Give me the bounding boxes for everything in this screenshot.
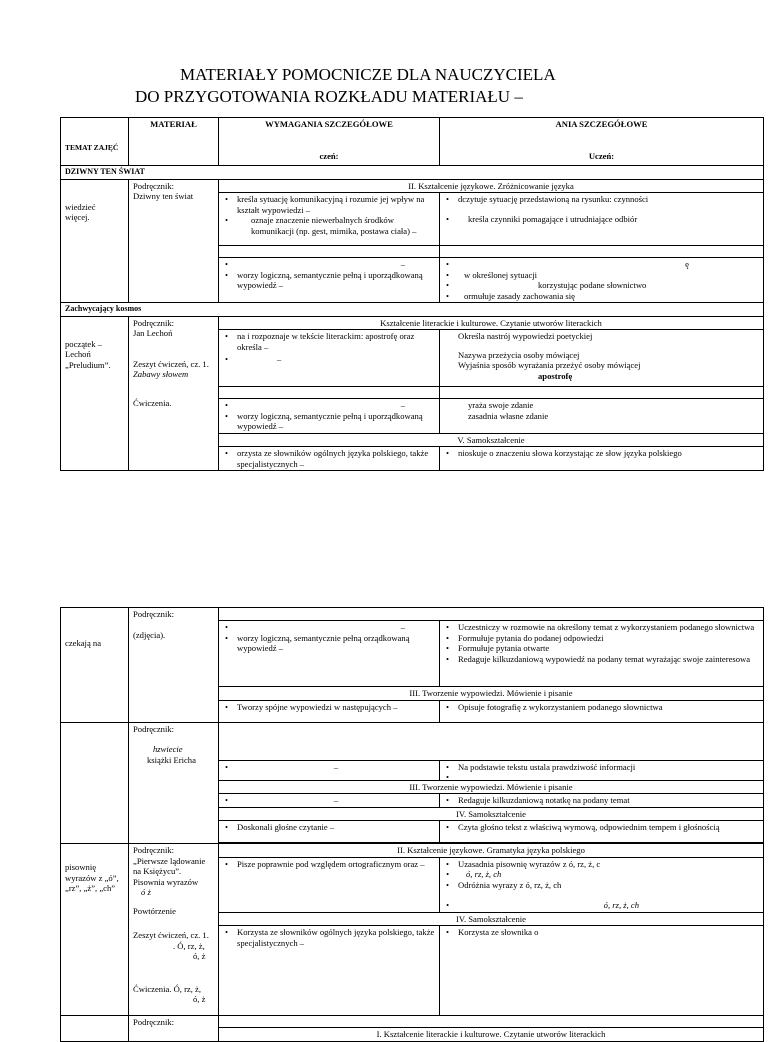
empty-cell	[219, 722, 764, 760]
requirements-cell	[219, 794, 440, 808]
topic-cell: początek – Lechoń „Preludium”.	[61, 316, 129, 471]
header-wymagania: WYMAGANIA SZCZEGÓŁOWE czeń:	[219, 118, 440, 166]
list-item: • –	[237, 354, 435, 365]
list-item: • Doskonali głośne czytanie –	[237, 822, 435, 833]
empty-cell	[440, 387, 764, 399]
section-header: Kształcenie literackie i kulturowe. Czytanie utworów literackich	[219, 316, 764, 330]
list-item: • Redaguje kilkuzdaniową notatkę na podany temat	[458, 795, 759, 806]
header-uczen: Uczeń:	[588, 150, 615, 161]
list-item: • Formułuje pytania do podanej odpowiedzi	[458, 633, 759, 644]
requirements-cell	[219, 926, 440, 1016]
list-item: • Redaguje kilkuzdaniową wypowiedź na podany temat wyrażając swoje zainteresowa	[458, 654, 759, 665]
list-item: • kreśla czynniki pomagające i utrudniające odbiór	[458, 214, 759, 225]
list-item: • Korzysta ze słownika o	[458, 927, 759, 938]
list-item: • ormułuje zasady zachowania się	[458, 291, 759, 302]
list-item-plain: • w określonej sytuacji	[458, 270, 759, 281]
material-cell: Podręcznik:	[129, 1016, 219, 1042]
list-item: • worzy logiczną, semantycznie pełną i uporządkowaną wypowiedź –	[237, 411, 435, 432]
section-header: II. Kształcenie językowe. Zróżnicowanie języka	[219, 179, 764, 193]
requirements-cell	[219, 821, 440, 843]
document-title-line2: DO PRZYGOTOWANIA ROZKŁADU MATERIAŁU –	[135, 87, 523, 106]
student-skills-cell	[440, 447, 764, 471]
list-item: • Opisuje fotografię z wykorzystaniem podanego słownictwa	[458, 702, 759, 713]
requirements-cell	[219, 700, 440, 722]
topic-cell	[61, 1016, 129, 1042]
student-skills-cell	[440, 621, 764, 687]
topic-cell: wiedzieć więcej.	[61, 179, 129, 303]
empty-cell	[219, 387, 440, 399]
student-skills-cell	[440, 258, 764, 303]
section-header: III. Tworzenie wypowiedzi. Mówienie i pisanie	[219, 780, 764, 794]
list-item: • Korzysta ze słowników ogólnych języka polskiego, także specjalistycznych –	[237, 927, 435, 948]
list-item: • korzystując podane słownictwo	[458, 280, 759, 291]
list-item: • Uczestniczy w rozmowie na określony temat z wykorzystaniem podanego słownictwa	[458, 622, 759, 633]
list-item: • –	[237, 259, 435, 270]
section-header: I. Kształcenie literackie i kulturowe. Czytanie utworów literackich	[219, 1028, 764, 1042]
list-item: • Pisze poprawnie pod względem ortograficznym oraz –	[237, 859, 435, 870]
section-zachwycajacy-kosmos: Zachwycający kosmos	[61, 303, 764, 317]
header-ania: ANIA SZCZEGÓŁOWE Uczeń:	[440, 118, 764, 166]
student-skills-cell	[440, 857, 764, 912]
student-skills-cell	[440, 700, 764, 722]
student-skills-cell	[440, 926, 764, 1016]
student-skills-cell	[440, 193, 764, 246]
requirements-cell	[219, 857, 440, 912]
list-item: • dczytuje sytuację przedstawioną na rysunku: czynności	[458, 194, 759, 205]
list-item: • ę	[458, 259, 759, 270]
header-material: MATERIAŁ	[129, 118, 219, 166]
list-item: • oznaje znaczenie niewerbalnych środków komunikacji (np. gest, mimika, postawa ciała) –	[237, 215, 435, 236]
material-cell: Podręcznik: „Pierwsze lądowanie na Księżycu”. Pisownia wyrazów ó ż Powtórzenie Zeszyt ćwiczeń, cz. 1. . Ó, rz, ż, ó, ż Ćwiczenia. Ó, rz, ż, ó, ż	[129, 844, 219, 1016]
empty-cell	[219, 608, 764, 621]
list-item: • –	[237, 762, 435, 773]
requirements-cell	[219, 399, 440, 434]
material-cell: Podręcznik: hzwiecie książki Ericha	[129, 722, 219, 844]
list-item: • –	[237, 795, 435, 806]
material-cell: Podręcznik: Dziwny ten świat	[129, 179, 219, 303]
list-item: • Czyta głośno tekst z właściwą wymową, odpowiednim tempem i głośnością	[458, 822, 759, 833]
section-header: II. Kształcenie językowe. Gramatyka języka polskiego	[219, 844, 764, 858]
header-czen: czeń:	[319, 150, 339, 161]
list-item: • Tworzy spójne wypowiedzi w następujących –	[237, 702, 435, 713]
empty-cell	[219, 246, 440, 258]
list-item: • Uzasadnia pisownię wyrazów z ó, rz, ż, c	[458, 859, 759, 870]
list-item: • Formułuje pytania otwarte	[458, 643, 759, 654]
curriculum-table-1	[60, 117, 764, 471]
document-title-line1: MATERIAŁY POMOCNICZE DLA NAUCZYCIELA	[180, 65, 556, 84]
requirements-cell	[219, 258, 440, 303]
material-cell: Podręcznik: Jan Lechoń Zeszyt ćwiczeń, cz. 1. Zabawy słowem Ćwiczenia.	[129, 316, 219, 471]
student-skills-cell: Określa nastrój wypowiedzi poetyckiej Nazywa przeżycia osoby mówiącej Wyjaśnia sposób wyrażania przeżyć osoby mówiącej apostrofę	[440, 330, 764, 387]
section-header: V. Samokształcenie	[219, 433, 764, 447]
requirements-cell	[219, 760, 440, 780]
student-skills-cell	[440, 760, 764, 780]
list-item: • worzy logiczną, semantycznie pełną orządkowaną wypowiedź –	[237, 633, 435, 654]
list-item: • Na podstawie tekstu ustala prawdziwość informacji	[458, 762, 759, 773]
section-dziwny-ten-swiat: DZIWNY TEN ŚWIAT	[61, 166, 764, 180]
list-item: • worzy logiczną, semantycznie pełną i uporządkowaną wypowiedź –	[237, 270, 435, 291]
material-cell: Podręcznik: (zdjęcia).	[129, 608, 219, 723]
list-item: • na i rozpoznaje w tekście literackim: apostrofę oraz określa –	[237, 331, 435, 352]
student-skills-cell	[440, 794, 764, 808]
header-temat: TEMAT ZAJĘĆ	[61, 118, 129, 166]
list-item: • –	[237, 400, 435, 411]
list-item: • Odróżnia wyrazy z ó, rz, ż, ch	[458, 880, 759, 891]
list-item: • ó, rz, ż, ch	[458, 869, 759, 880]
list-item: • orzysta ze słowników ogólnych języka polskiego, także specjalistycznych –	[237, 448, 435, 469]
section-header: IV. Samokształcenie	[219, 807, 764, 821]
topic-cell: czekają na	[61, 608, 129, 723]
topic-cell	[61, 722, 129, 844]
section-header: IV. Samokształcenie	[219, 912, 764, 926]
requirements-cell	[219, 621, 440, 687]
requirements-cell	[219, 447, 440, 471]
student-skills-cell	[440, 821, 764, 843]
list-item: • –	[237, 622, 435, 633]
section-header: III. Tworzenie wypowiedzi. Mówienie i pisanie	[219, 687, 764, 701]
empty-cell	[440, 246, 764, 258]
requirements-cell	[219, 330, 440, 387]
curriculum-table-2	[60, 607, 764, 1042]
student-skills-cell: yraża swoje zdanie zasadnia własne zdanie	[440, 399, 764, 434]
empty-cell	[219, 1016, 764, 1028]
list-item: • nioskuje o znaczeniu słowa korzystając ze słow języka polskiego	[458, 448, 759, 459]
requirements-cell	[219, 193, 440, 246]
list-item: • ó, rz, ż, ch	[458, 900, 759, 911]
list-item: • kreśla sytuację komunikacyjną i rozumie jej wpływ na kształt wypowiedzi –	[237, 194, 435, 215]
topic-cell: pisownię wyrazów z „ó”, „rz”, „ż”, „ch”	[61, 844, 129, 1016]
